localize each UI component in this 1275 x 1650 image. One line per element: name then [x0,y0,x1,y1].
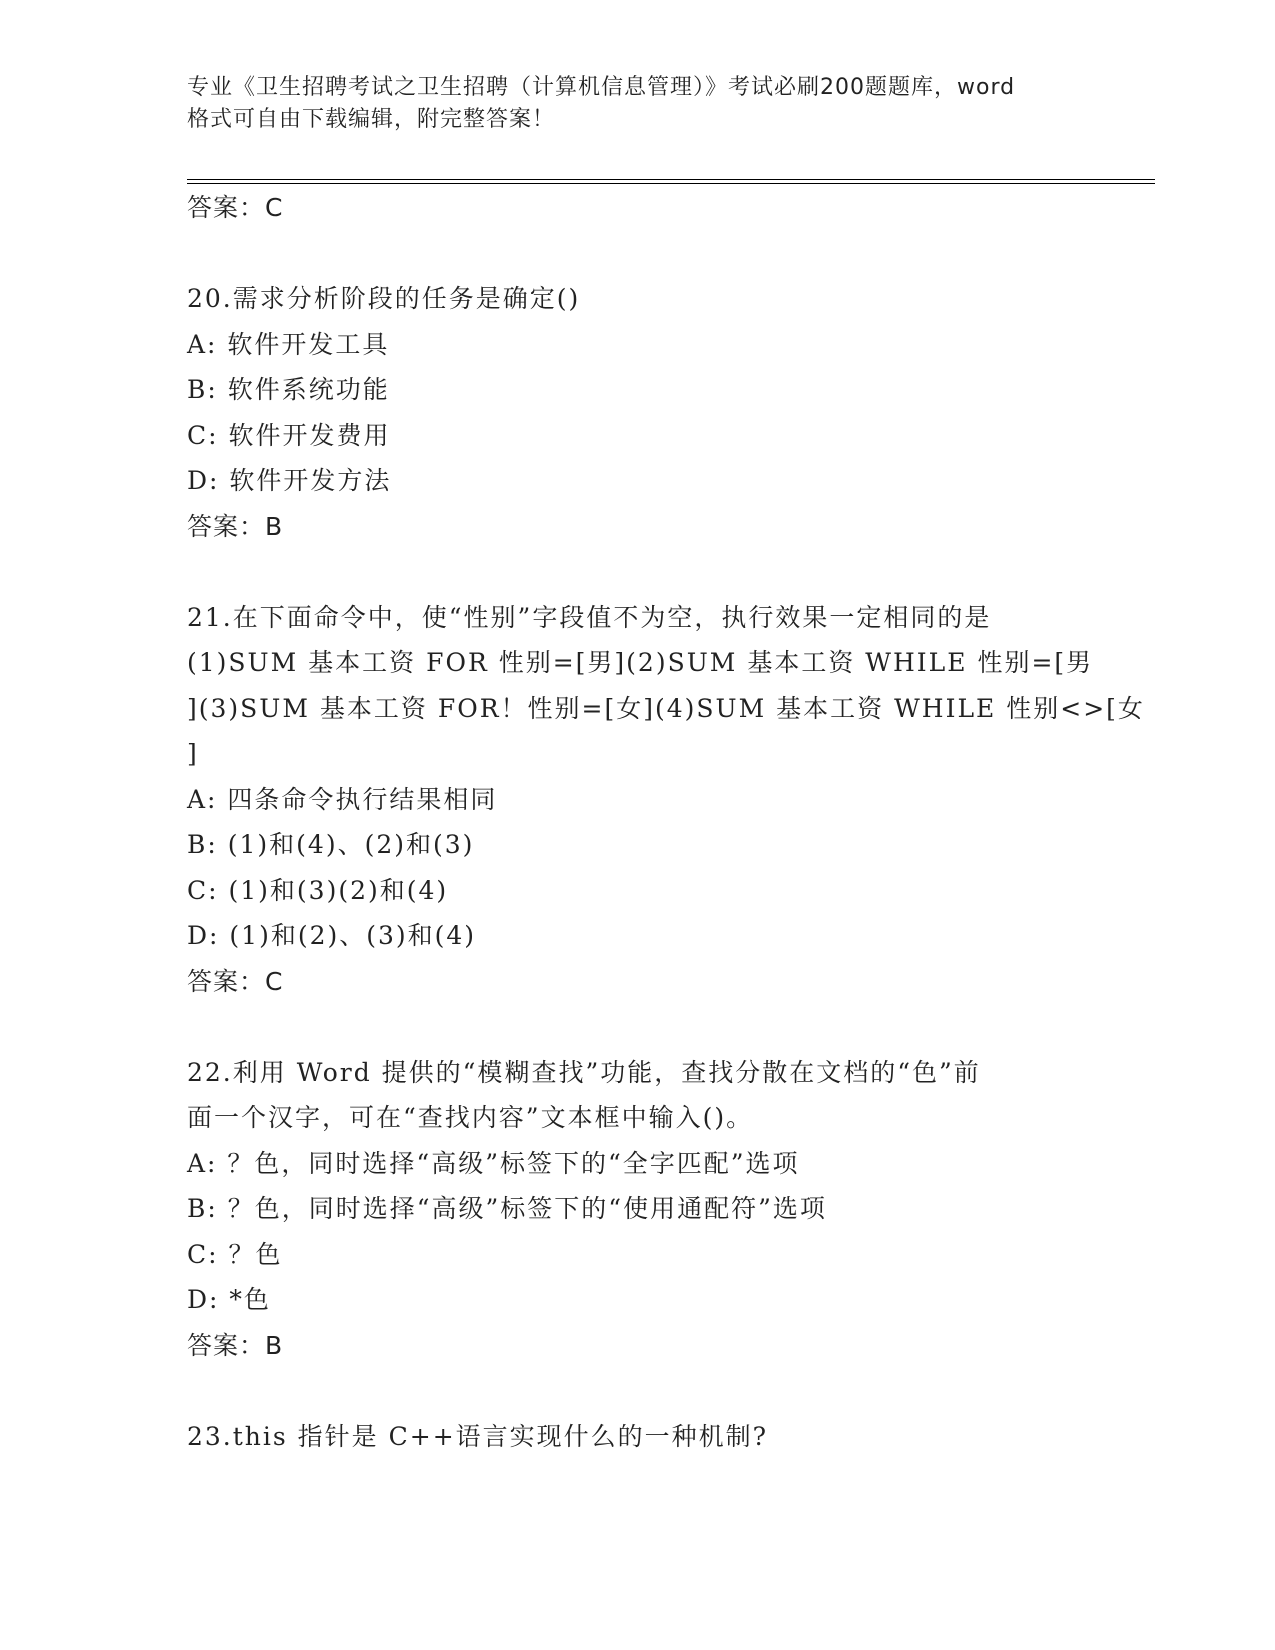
question-21 [187,595,1145,1005]
answer: 答案：C [187,966,284,996]
question-20 [187,276,1087,549]
question-text-line: 21.在下面命令中，使“性别”字段值不为空，执行效果一定相同的是 [187,602,992,632]
option-c: C: ？色 [187,1239,283,1269]
option-b: B: ？色，同时选择“高级”标签下的“使用通配符”选项 [187,1194,827,1223]
option-a: A: 软件开发工具 [187,329,390,359]
header-divider-top [187,179,1155,180]
option-c: C: (1)和(3)(2)和(4) [187,875,449,905]
document-header [187,72,1087,136]
option-a: A: 四条命令执行结果相同 [187,784,498,814]
header-line-2: 格式可自由下载编辑，附完整答案！ [187,107,556,132]
option-c: C: 软件开发费用 [187,420,391,450]
question-text-line: 面一个汉字，可在“查找内容”文本框中输入()。 [187,1103,754,1132]
header-line-1: 专业《卫生招聘考试之卫生招聘（计算机信息管理）》考试必刷200题题库，word [187,75,1016,100]
question-list [187,185,1145,1459]
question-22 [187,1050,1087,1369]
answer: 答案：B [187,1330,284,1360]
header-divider-bottom [187,183,1155,184]
question-text-line: 22.利用 Word 提供的“模糊查找”功能，查找分散在文档的“色”前 [187,1057,981,1087]
option-a: A: ？色，同时选择“高级”标签下的“全字匹配”选项 [187,1148,800,1178]
option-d: D: (1)和(2)、(3)和(4) [187,921,477,950]
option-d: D: 软件开发方法 [187,466,392,495]
question-text: 23.this 指针是 C++语言实现什么的一种机制? [187,1421,769,1451]
answer: 答案：B [187,511,284,541]
question-text-line: ](3)SUM 基本工资 FOR！性别=[女](4)SUM 基本工资 WHILE 性别<>[女 [187,693,1145,723]
question-text: 20.需求分析阶段的任务是确定() [187,284,581,313]
option-b: B: 软件系统功能 [187,375,390,404]
previous-answer: 答案：C [187,193,284,222]
option-d: D: *色 [187,1285,271,1314]
question-text-line: ] [187,739,199,768]
question-text-line: (1)SUM 基本工资 FOR 性别=[男](2)SUM 基本工资 WHILE 性别=[男 [187,648,1094,677]
question-23 [187,1414,1087,1460]
option-b: B: (1)和(4)、(2)和(3) [187,830,475,859]
